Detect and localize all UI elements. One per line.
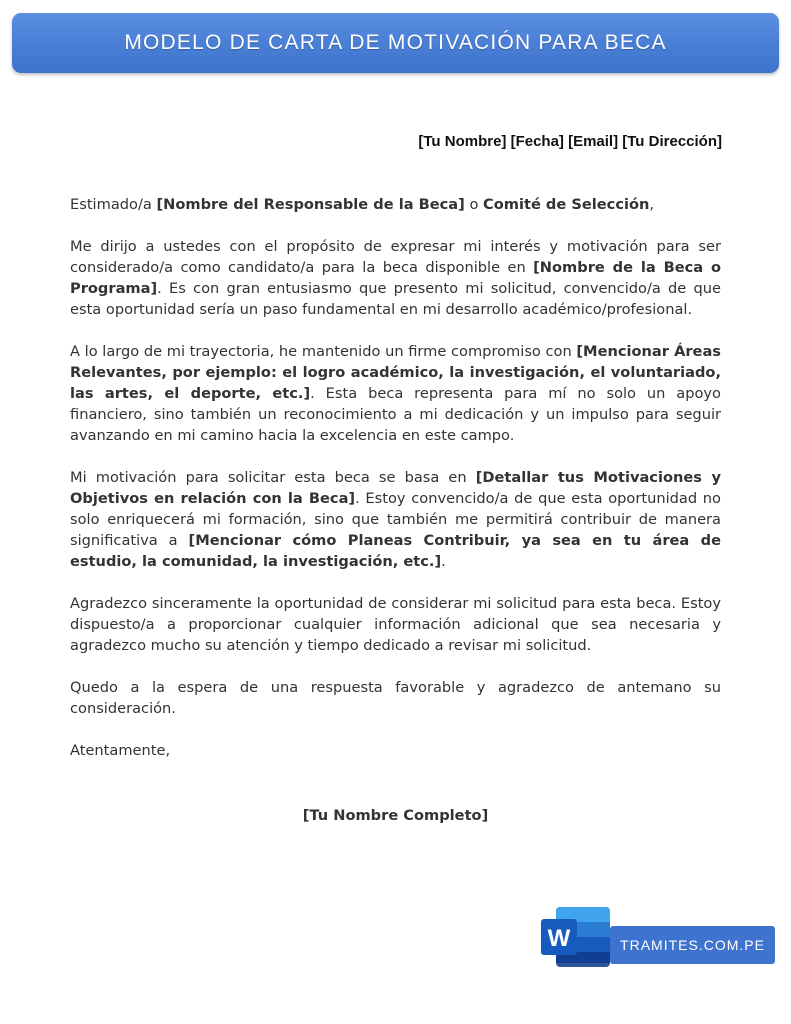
greeting-prefix: Estimado/a — [70, 196, 157, 213]
paragraph-text: Mi motivación para solicitar esta beca se basa en — [70, 469, 476, 486]
placeholder-motivations: [Detallar tus Motivaciones y Objetivos en relación con la Beca] — [70, 469, 721, 507]
paragraph-closing-remark: Quedo a la espera de una respuesta favorable y agradezco de antemano su consideración. — [70, 679, 721, 717]
closing-salutation: Atentamente, — [70, 742, 171, 759]
placeholder-scholarship-name: [Nombre de la Beca o Programa] — [70, 259, 721, 297]
paragraph-text: A lo largo de mi trayectoria, he mantenido un firme compromiso con — [70, 343, 577, 360]
paragraph-thanks: Agradezco sinceramente la oportunidad de considerar mi solicitud para esta beca. Estoy dispuesto/a a proporcionar cualquier información adicional que sea necesaria y agradezco mucho su atención y tiempo dedicado a revisar mi solicitud. — [70, 595, 721, 654]
paragraph-text: . Esta beca representa para mí no solo un apoyo financiero, sino también un reconocimiento a mi dedicación y un impulso para seguir avanzando en mi camino hacia la excelencia en este campo. — [70, 385, 721, 444]
paragraph-text: . Es con gran entusiasmo que presento mi solicitud, convencido/a de que esta oportunidad sería un paso fundamental en mi desarrollo académico/profesional. — [70, 280, 721, 318]
signature-placeholder: [Tu Nombre Completo] — [302, 807, 489, 824]
placeholder-contribution: [Mencionar cómo Planeas Contribuir, ya sea en tu área de estudio, la comunidad, la investigación, etc.] — [70, 532, 721, 570]
placeholder-selection-committee: Comité de Selección — [483, 196, 650, 213]
placeholder-scholarship-manager: [Nombre del Responsable de la Beca] — [156, 196, 465, 213]
brand-badge — [540, 905, 785, 975]
word-icon — [540, 905, 612, 969]
paragraph-trajectory — [70, 341, 721, 446]
paragraph-text: . Estoy convencido/a de que esta oportunidad no solo enriquecerá mi formación, sino que también me permitirá contribuir de manera significativa a — [70, 490, 721, 549]
placeholder-relevant-areas: [Mencionar Áreas Relevantes, por ejemplo: el logro académico, la investigación, el voluntariado, las artes, el deporte, etc.] — [70, 343, 721, 402]
greeting — [70, 194, 721, 215]
site-brand-label: TRAMITES.COM.PE — [610, 926, 775, 964]
page-title: MODELO DE CARTA DE MOTIVACIÓN PARA BECA — [124, 31, 667, 54]
greeting-suffix: , — [649, 196, 655, 213]
paragraph-intro — [70, 236, 721, 320]
word-icon-letter: W — [547, 925, 571, 952]
paragraph-text: . — [441, 553, 446, 570]
letter-body — [70, 194, 721, 761]
title-banner — [12, 13, 779, 73]
greeting-connector: o — [464, 196, 484, 213]
sender-info: [Tu Nombre] [Fecha] [Email] [Tu Dirección] — [418, 133, 722, 150]
paragraph-text: Me dirijo a ustedes con el propósito de expresar mi interés y motivación para ser considerado/a como candidato/a para la beca disponible en — [70, 238, 721, 276]
paragraph-motivation — [70, 467, 721, 572]
